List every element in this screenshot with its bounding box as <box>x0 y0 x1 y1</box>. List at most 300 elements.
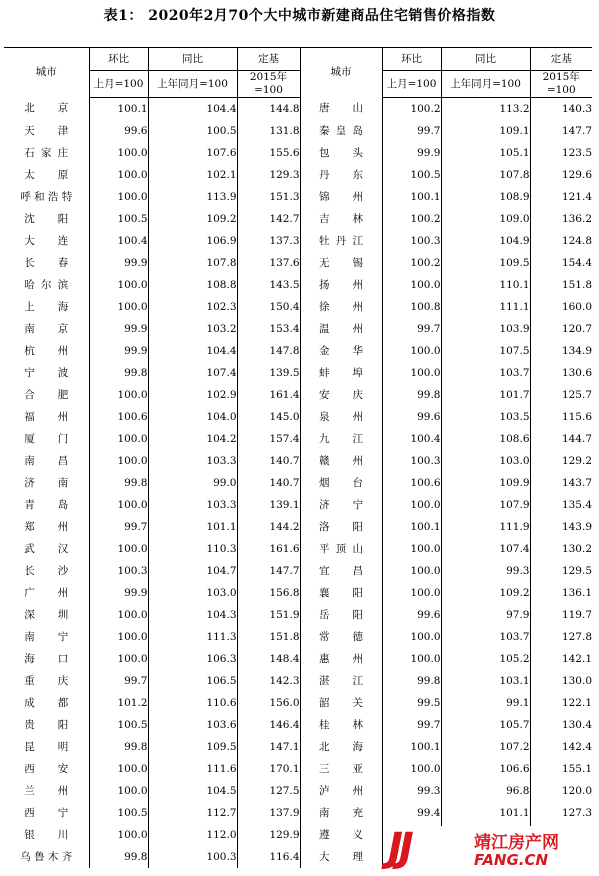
city-name: 广州 <box>24 586 69 599</box>
cell-yoy-right: 105.7 <box>441 714 530 736</box>
table-row <box>4 186 592 208</box>
cell-yoy-right: 103.5 <box>441 406 530 428</box>
cell-city-right <box>300 252 382 274</box>
cell-city-left <box>4 714 89 736</box>
cell-mom-right: 100.4 <box>382 428 441 450</box>
cell-mom-right: 99.5 <box>382 692 441 714</box>
cell-yoy-left: 111.6 <box>148 758 237 780</box>
cell-mom-left: 100.0 <box>89 274 148 296</box>
cell-fixed-left: 148.4 <box>237 648 300 670</box>
cell-yoy-left: 102.3 <box>148 296 237 318</box>
city-name: 上海 <box>24 300 69 313</box>
cell-mom-left: 100.6 <box>89 406 148 428</box>
cell-mom-left: 100.5 <box>89 714 148 736</box>
cell-city-right <box>300 230 382 252</box>
table-row <box>4 362 592 384</box>
cell-yoy-right: 103.7 <box>441 362 530 384</box>
cell-yoy-left: 104.4 <box>148 98 237 121</box>
cell-yoy-right: 96.8 <box>441 780 530 802</box>
cell-fixed-left: 147.8 <box>237 340 300 362</box>
cell-yoy-right: 109.9 <box>441 472 530 494</box>
cell-city-left <box>4 780 89 802</box>
cell-fixed-left: 129.9 <box>237 824 300 846</box>
cell-yoy-left: 103.2 <box>148 318 237 340</box>
cell-mom-left: 100.0 <box>89 648 148 670</box>
cell-city-left <box>4 406 89 428</box>
cell-mom-left: 100.5 <box>89 802 148 824</box>
table-row <box>4 538 592 560</box>
cell-fixed-right: 143.9 <box>530 516 592 538</box>
cell-city-right <box>300 98 382 121</box>
cell-fixed-left: 144.8 <box>237 98 300 121</box>
cell-fixed-right: 119.7 <box>530 604 592 626</box>
cell-fixed-left: 156.8 <box>237 582 300 604</box>
cell-fixed-right: 129.5 <box>530 560 592 582</box>
cell-mom-left: 100.0 <box>89 626 148 648</box>
cell-yoy-left: 113.9 <box>148 186 237 208</box>
site-watermark <box>388 826 596 874</box>
cell-fixed-left: 147.1 <box>237 736 300 758</box>
cell-city-right <box>300 362 382 384</box>
cell-mom-right: 99.8 <box>382 670 441 692</box>
cell-city-right <box>300 846 382 868</box>
cell-yoy-left: 110.3 <box>148 538 237 560</box>
cell-mom-left: 100.0 <box>89 494 148 516</box>
cell-yoy-left: 103.3 <box>148 494 237 516</box>
cell-mom-right: 99.7 <box>382 714 441 736</box>
cell-mom-right: 100.0 <box>382 494 441 516</box>
cell-mom-right: 100.2 <box>382 98 441 121</box>
cell-mom-right: 99.7 <box>382 120 441 142</box>
cell-yoy-right: 103.9 <box>441 318 530 340</box>
city-name: 宁波 <box>24 366 69 379</box>
table-row <box>4 384 592 406</box>
cell-city-left <box>4 428 89 450</box>
cell-yoy-left: 112.0 <box>148 824 237 846</box>
city-name: 郑州 <box>24 520 69 533</box>
cell-city-left <box>4 472 89 494</box>
cell-fixed-left: 139.1 <box>237 494 300 516</box>
cell-city-left <box>4 340 89 362</box>
cell-yoy-left: 102.9 <box>148 384 237 406</box>
cell-yoy-left: 103.3 <box>148 450 237 472</box>
table-title: 表1： 2020年2月70个大中城市新建商品住宅销售价格指数 <box>103 8 496 24</box>
city-name: 济宁 <box>319 498 363 511</box>
cell-fixed-right: 129.6 <box>530 164 592 186</box>
cell-fixed-left: 146.4 <box>237 714 300 736</box>
cell-fixed-right: 115.6 <box>530 406 592 428</box>
table-row <box>4 692 592 714</box>
cell-city-left <box>4 274 89 296</box>
cell-city-left <box>4 252 89 274</box>
cell-city-left <box>4 120 89 142</box>
col-fixed-left: 定基 <box>237 48 300 71</box>
city-name: 牡丹江 <box>319 234 363 247</box>
cell-city-right <box>300 186 382 208</box>
city-name: 韶关 <box>319 696 363 709</box>
col-mom-base-right: 上月=100 <box>382 71 441 98</box>
cell-fixed-right: 142.1 <box>530 648 592 670</box>
cell-mom-left: 99.9 <box>89 318 148 340</box>
table-row <box>4 164 592 186</box>
cell-city-right <box>300 494 382 516</box>
cell-fixed-right: 144.7 <box>530 428 592 450</box>
cell-yoy-right: 108.6 <box>441 428 530 450</box>
cell-yoy-left: 106.9 <box>148 230 237 252</box>
col-city-right: 城市 <box>300 48 382 98</box>
cell-mom-right: 100.0 <box>382 274 441 296</box>
cell-yoy-left: 112.7 <box>148 802 237 824</box>
city-name: 襄阳 <box>319 586 363 599</box>
table-row <box>4 230 592 252</box>
cell-fixed-left: 157.4 <box>237 428 300 450</box>
cell-mom-left: 99.9 <box>89 252 148 274</box>
city-name: 杭州 <box>24 344 69 357</box>
city-name: 长沙 <box>24 564 69 577</box>
city-name: 温州 <box>319 322 363 335</box>
cell-city-right <box>300 824 382 846</box>
cell-mom-right: 99.3 <box>382 780 441 802</box>
city-name: 长春 <box>24 256 69 269</box>
cell-mom-left: 99.8 <box>89 846 148 868</box>
cell-fixed-right: 160.0 <box>530 296 592 318</box>
cell-mom-right: 100.1 <box>382 516 441 538</box>
cell-mom-right: 100.1 <box>382 736 441 758</box>
city-name: 石家庄 <box>24 146 69 159</box>
city-name: 平顶山 <box>319 542 363 555</box>
cell-mom-right: 100.3 <box>382 230 441 252</box>
cell-mom-left: 100.0 <box>89 164 148 186</box>
cell-yoy-right: 109.5 <box>441 252 530 274</box>
cell-mom-right: 100.2 <box>382 252 441 274</box>
city-name: 大连 <box>24 234 69 247</box>
col-fixed-right: 定基 <box>530 48 592 71</box>
site-domain: FANG.CN <box>474 851 549 869</box>
cell-fixed-left: 151.8 <box>237 626 300 648</box>
table-row <box>4 472 592 494</box>
city-name: 无锡 <box>319 256 363 269</box>
city-name: 贵阳 <box>24 718 69 731</box>
cell-city-right <box>300 164 382 186</box>
cell-fixed-right: 130.0 <box>530 670 592 692</box>
cell-mom-left: 100.5 <box>89 208 148 230</box>
cell-yoy-right: 111.1 <box>441 296 530 318</box>
cell-fixed-left: 150.4 <box>237 296 300 318</box>
city-name: 天津 <box>24 124 69 137</box>
cell-mom-left: 100.0 <box>89 142 148 164</box>
cell-fixed-left: 116.4 <box>237 846 300 868</box>
cell-city-left <box>4 98 89 121</box>
cell-yoy-left: 104.4 <box>148 340 237 362</box>
table-row <box>4 670 592 692</box>
cell-mom-right: 100.0 <box>382 362 441 384</box>
table-header <box>4 48 592 98</box>
cell-city-right <box>300 538 382 560</box>
cell-mom-right: 99.8 <box>382 384 441 406</box>
cell-fixed-left: 140.7 <box>237 450 300 472</box>
city-name: 常德 <box>319 630 363 643</box>
cell-fixed-left: 143.5 <box>237 274 300 296</box>
city-name: 九江 <box>319 432 363 445</box>
city-name: 三亚 <box>319 762 363 775</box>
city-name: 成都 <box>24 696 69 709</box>
cell-fixed-right: 127.3 <box>530 802 592 824</box>
city-name: 厦门 <box>24 432 69 445</box>
cell-yoy-left: 107.4 <box>148 362 237 384</box>
cell-city-right <box>300 450 382 472</box>
cell-city-right <box>300 604 382 626</box>
cell-fixed-left: 170.1 <box>237 758 300 780</box>
cell-city-left <box>4 384 89 406</box>
cell-fixed-right: 127.8 <box>530 626 592 648</box>
cell-city-right <box>300 120 382 142</box>
cell-fixed-left: 153.4 <box>237 318 300 340</box>
city-name: 西宁 <box>24 806 69 819</box>
city-name: 合肥 <box>24 388 69 401</box>
cell-mom-left: 100.0 <box>89 824 148 846</box>
cell-city-right <box>300 274 382 296</box>
cell-yoy-left: 103.0 <box>148 582 237 604</box>
cell-fixed-right: 147.7 <box>530 120 592 142</box>
cell-fixed-right: 135.4 <box>530 494 592 516</box>
cell-yoy-left: 99.0 <box>148 472 237 494</box>
cell-fixed-right: 121.4 <box>530 186 592 208</box>
cell-city-left <box>4 494 89 516</box>
cell-yoy-right: 99.1 <box>441 692 530 714</box>
cell-city-right <box>300 736 382 758</box>
cell-fixed-right: 143.7 <box>530 472 592 494</box>
table-row <box>4 142 592 164</box>
cell-mom-left: 100.1 <box>89 98 148 121</box>
cell-city-left <box>4 538 89 560</box>
city-name: 沈阳 <box>24 212 69 225</box>
cell-city-left <box>4 626 89 648</box>
cell-fixed-right: 130.4 <box>530 714 592 736</box>
cell-fixed-right: 136.2 <box>530 208 592 230</box>
table-body <box>4 98 592 869</box>
cell-yoy-right: 110.1 <box>441 274 530 296</box>
city-name: 丹东 <box>319 168 363 181</box>
cell-mom-left: 100.0 <box>89 450 148 472</box>
cell-fixed-left: 137.6 <box>237 252 300 274</box>
cell-fixed-right: 142.4 <box>530 736 592 758</box>
cell-yoy-left: 109.2 <box>148 208 237 230</box>
cell-mom-left: 100.0 <box>89 296 148 318</box>
cell-city-left <box>4 142 89 164</box>
cell-yoy-left: 101.1 <box>148 516 237 538</box>
cell-yoy-right: 107.9 <box>441 494 530 516</box>
cell-mom-left: 100.0 <box>89 758 148 780</box>
cell-city-right <box>300 670 382 692</box>
cell-fixed-right: 129.2 <box>530 450 592 472</box>
cell-mom-right: 100.0 <box>382 758 441 780</box>
cell-fixed-right: 124.8 <box>530 230 592 252</box>
cell-yoy-right: 101.7 <box>441 384 530 406</box>
cell-mom-left: 99.6 <box>89 120 148 142</box>
table-row <box>4 274 592 296</box>
cell-city-right <box>300 582 382 604</box>
cell-mom-right: 100.0 <box>382 538 441 560</box>
city-name: 济南 <box>24 476 69 489</box>
cell-city-left <box>4 230 89 252</box>
cell-city-left <box>4 802 89 824</box>
cell-yoy-left: 106.5 <box>148 670 237 692</box>
cell-yoy-left: 100.3 <box>148 846 237 868</box>
cell-fixed-left: 142.7 <box>237 208 300 230</box>
city-name: 兰州 <box>24 784 69 797</box>
table-row <box>4 648 592 670</box>
city-name: 西安 <box>24 762 69 775</box>
cell-mom-left: 101.2 <box>89 692 148 714</box>
cell-yoy-right: 107.2 <box>441 736 530 758</box>
cell-city-left <box>4 318 89 340</box>
city-name: 南宁 <box>24 630 69 643</box>
cell-city-right <box>300 780 382 802</box>
cell-yoy-right: 109.1 <box>441 120 530 142</box>
cell-fixed-left: 137.3 <box>237 230 300 252</box>
col-city-left: 城市 <box>4 48 89 98</box>
table-row <box>4 604 592 626</box>
city-name: 唐山 <box>319 102 363 115</box>
cell-mom-right: 100.3 <box>382 450 441 472</box>
cell-yoy-right: 106.6 <box>441 758 530 780</box>
cell-mom-left: 100.0 <box>89 384 148 406</box>
cell-yoy-left: 104.0 <box>148 406 237 428</box>
cell-mom-right: 99.7 <box>382 318 441 340</box>
col-fixed-base-left: 2015年=100 <box>237 71 300 98</box>
city-name: 福州 <box>24 410 69 423</box>
city-name: 青岛 <box>24 498 69 511</box>
table-row <box>4 714 592 736</box>
cell-city-left <box>4 846 89 868</box>
cell-fixed-left: 144.2 <box>237 516 300 538</box>
cell-city-left <box>4 208 89 230</box>
cell-city-left <box>4 648 89 670</box>
city-name: 哈尔滨 <box>24 278 69 291</box>
cell-city-right <box>300 472 382 494</box>
city-name: 吉林 <box>319 212 363 225</box>
cell-fixed-right: 151.8 <box>530 274 592 296</box>
cell-city-right <box>300 648 382 670</box>
cell-mom-right: 100.0 <box>382 626 441 648</box>
cell-mom-right: 99.9 <box>382 142 441 164</box>
cell-city-left <box>4 186 89 208</box>
city-name: 安庆 <box>319 388 363 401</box>
table-row <box>4 252 592 274</box>
cell-mom-right: 100.0 <box>382 648 441 670</box>
cell-mom-left: 100.4 <box>89 230 148 252</box>
city-name: 惠州 <box>319 652 363 665</box>
cell-fixed-left: 137.9 <box>237 802 300 824</box>
table-row <box>4 758 592 780</box>
cell-city-left <box>4 604 89 626</box>
city-name: 包头 <box>319 146 363 159</box>
table-row <box>4 450 592 472</box>
cell-fixed-right: 134.9 <box>530 340 592 362</box>
city-name: 宜昌 <box>319 564 363 577</box>
cell-city-left <box>4 582 89 604</box>
cell-mom-right: 100.0 <box>382 560 441 582</box>
cell-city-right <box>300 758 382 780</box>
cell-mom-left: 99.8 <box>89 362 148 384</box>
cell-fixed-right: 120.7 <box>530 318 592 340</box>
cell-city-left <box>4 736 89 758</box>
cell-yoy-right: 105.1 <box>441 142 530 164</box>
cell-mom-right: 100.0 <box>382 582 441 604</box>
col-yoy-right: 同比 <box>441 48 530 71</box>
cell-fixed-left: 156.0 <box>237 692 300 714</box>
cell-city-left <box>4 560 89 582</box>
site-logo-icon: JJ <box>388 825 410 871</box>
cell-city-left <box>4 450 89 472</box>
cell-fixed-left: 139.5 <box>237 362 300 384</box>
city-name: 泉州 <box>319 410 363 423</box>
cell-yoy-left: 104.2 <box>148 428 237 450</box>
cell-city-right <box>300 428 382 450</box>
cell-city-right <box>300 692 382 714</box>
table-row <box>4 340 592 362</box>
cell-city-left <box>4 296 89 318</box>
cell-mom-left: 100.0 <box>89 428 148 450</box>
cell-yoy-left: 100.5 <box>148 120 237 142</box>
table-row <box>4 428 592 450</box>
cell-fixed-left: 147.7 <box>237 560 300 582</box>
col-fixed-base-right: 2015年=100 <box>530 71 592 98</box>
cell-fixed-left: 161.4 <box>237 384 300 406</box>
cell-yoy-left: 111.3 <box>148 626 237 648</box>
city-name: 徐州 <box>319 300 363 313</box>
col-mom-base-left: 上月=100 <box>89 71 148 98</box>
city-name: 岳阳 <box>319 608 363 621</box>
city-name: 遵义 <box>319 828 363 841</box>
cell-fixed-left: 127.5 <box>237 780 300 802</box>
cell-mom-left: 99.7 <box>89 516 148 538</box>
cell-mom-left: 100.0 <box>89 780 148 802</box>
cell-yoy-right: 99.3 <box>441 560 530 582</box>
cell-city-right <box>300 406 382 428</box>
cell-yoy-left: 109.5 <box>148 736 237 758</box>
cell-city-right <box>300 802 382 824</box>
cell-yoy-right: 111.9 <box>441 516 530 538</box>
cell-mom-right: 100.2 <box>382 208 441 230</box>
city-name: 北京 <box>24 102 69 115</box>
cell-yoy-left: 106.3 <box>148 648 237 670</box>
cell-mom-left: 99.8 <box>89 472 148 494</box>
cell-mom-left: 100.3 <box>89 560 148 582</box>
city-name: 扬州 <box>319 278 363 291</box>
cell-fixed-right: 155.1 <box>530 758 592 780</box>
cell-fixed-right: 154.4 <box>530 252 592 274</box>
city-name: 昆明 <box>24 740 69 753</box>
cell-mom-right: 100.8 <box>382 296 441 318</box>
cell-yoy-right: 103.0 <box>441 450 530 472</box>
site-name: 靖江房产网 <box>474 833 559 853</box>
cell-yoy-right: 105.2 <box>441 648 530 670</box>
table-row <box>4 516 592 538</box>
cell-yoy-right: 107.4 <box>441 538 530 560</box>
city-name: 桂林 <box>319 718 363 731</box>
city-name: 南京 <box>24 322 69 335</box>
city-name: 赣州 <box>319 454 363 467</box>
table-row <box>4 208 592 230</box>
city-name: 泸州 <box>319 784 363 797</box>
table-row <box>4 560 592 582</box>
cell-mom-left: 100.0 <box>89 186 148 208</box>
cell-mom-right: 99.6 <box>382 406 441 428</box>
table-row <box>4 736 592 758</box>
cell-city-left <box>4 824 89 846</box>
cell-fixed-left: 161.6 <box>237 538 300 560</box>
